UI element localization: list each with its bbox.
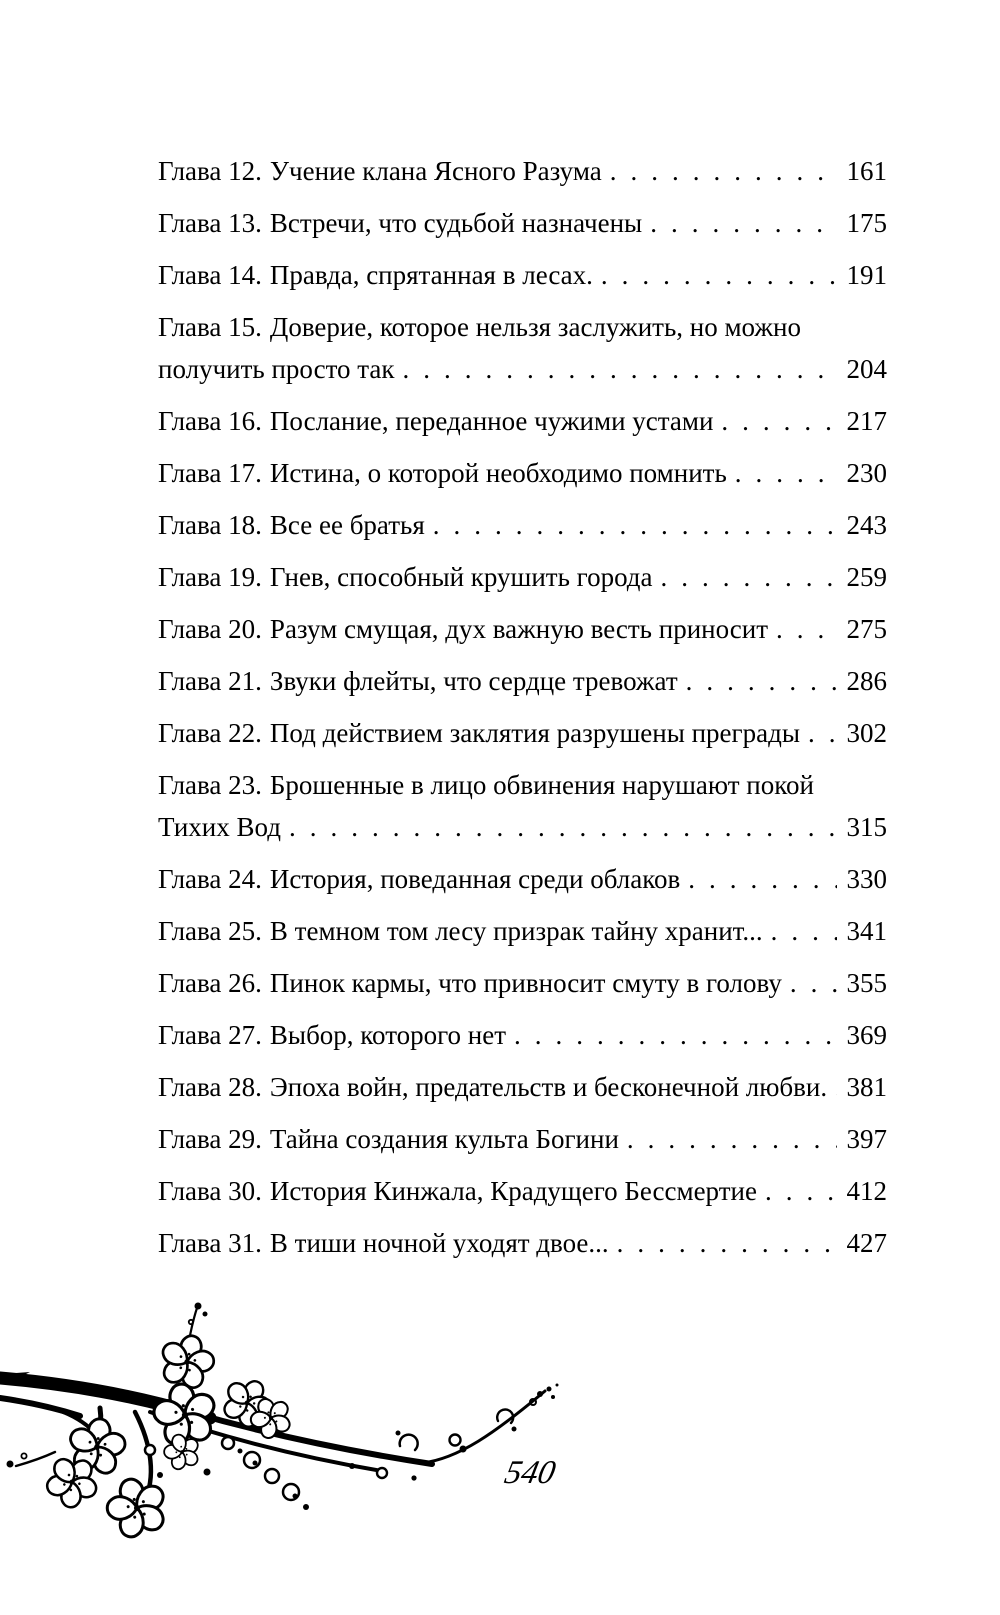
chapter-page-number: 341 [846,916,887,946]
dot-leader [765,1170,837,1212]
toc-entry [158,660,887,702]
chapter-page-number: 330 [846,864,887,894]
toc-entry [158,150,887,192]
toc-entry [158,202,887,244]
toc-entry [158,712,887,754]
cherry-blossom-branch-illustration [0,1300,600,1590]
toc-entry-line [158,1222,887,1264]
chapter-title: Встречи, что судьбой назначены [269,208,643,238]
toc-entry-line [158,1066,887,1108]
dot-leader [808,712,837,754]
toc-entry-line [158,660,887,702]
chapter-label: Глава 28. [158,1072,262,1102]
chapter-title: Доверие, которое нельзя заслужить, но можно [269,312,801,342]
chapter-page-number: 204 [846,354,887,384]
chapter-title: В тиши ночной уходят двое... [269,1228,609,1258]
chapter-title: Истина, о которой необходимо помнить [269,458,727,488]
toc-entry-line [158,452,887,494]
toc-entry [158,910,887,952]
chapter-page-number: 175 [846,208,887,238]
toc-entry [158,452,887,494]
chapter-page-number: 230 [846,458,887,488]
chapter-page-number: 427 [846,1228,887,1258]
chapter-page-number: 275 [846,614,887,644]
chapter-label: Глава 25. [158,916,262,946]
toc-entry-line [158,254,887,296]
chapter-label: Глава 26. [158,968,262,998]
chapter-label: Глава 20. [158,614,262,644]
dot-leader [735,452,837,494]
toc-entry-line [158,150,887,192]
toc-entry [158,764,887,848]
toc-entry [158,306,887,390]
chapter-title: Брошенные в лицо обвинения нарушают покой [269,770,814,800]
dot-leader [650,202,837,244]
chapter-title: Эпоха войн, предательств и бесконечной любви. [269,1072,828,1102]
dot-leader [790,962,837,1004]
chapter-page-number: 243 [846,510,887,540]
toc-entry-line [158,806,887,848]
chapter-title: Звуки флейты, что сердце тревожат [269,666,678,696]
chapter-label: Глава 23. [158,770,262,800]
dot-leader [835,1066,837,1108]
chapter-title-continued: Тихих Вод [158,812,281,842]
chapter-label: Глава 15. [158,312,262,342]
toc-entry-line [158,348,887,390]
chapter-label: Глава 12. [158,156,262,186]
dot-leader [661,556,837,598]
dot-leader [433,504,837,546]
toc-entry-line [158,712,887,754]
toc-entry [158,858,887,900]
toc-entry-line [158,910,887,952]
chapter-label: Глава 24. [158,864,262,894]
chapter-page-number: 355 [846,968,887,998]
chapter-label: Глава 18. [158,510,262,540]
chapter-title: Гнев, способный крушить города [269,562,653,592]
toc-entry-line [158,400,887,442]
chapter-label: Глава 21. [158,666,262,696]
toc-entry-line [158,1170,887,1212]
dot-leader [610,150,837,192]
toc-entry-line [158,1118,887,1160]
dot-leader [514,1014,837,1056]
toc-entry [158,1222,887,1264]
chapter-label: Глава 17. [158,458,262,488]
chapter-page-number: 315 [846,812,887,842]
chapter-page-number: 369 [846,1020,887,1050]
toc-entry-line [158,504,887,546]
chapter-page-number: 217 [846,406,887,436]
dot-leader [776,608,837,650]
chapter-label: Глава 30. [158,1176,262,1206]
toc-entry [158,1066,887,1108]
page-number: 540 [501,1455,559,1491]
chapter-title: Послание, переданное чужими устами [269,406,714,436]
toc-entry [158,504,887,546]
toc-entry [158,400,887,442]
dot-leader [627,1118,837,1160]
chapter-label: Глава 22. [158,718,262,748]
toc-entry [158,1014,887,1056]
chapter-page-number: 397 [846,1124,887,1154]
chapter-page-number: 259 [846,562,887,592]
chapter-title: История, поведанная среди облаков [269,864,681,894]
chapter-title: В темном том лесу призрак тайну хранит... [269,916,763,946]
chapter-title: Учение клана Ясного Разума [269,156,602,186]
toc-entry [158,556,887,598]
toc-entry [158,254,887,296]
chapter-title-continued: получить просто так [158,354,395,384]
chapter-title: Под действием заклятия разрушены преграды [269,718,800,748]
chapter-label: Глава 16. [158,406,262,436]
toc-entry-line [158,858,887,900]
toc-entry [158,1170,887,1212]
chapter-page-number: 161 [846,156,887,186]
toc-entry-line [158,556,887,598]
chapter-title: Выбор, которого нет [269,1020,507,1050]
chapter-title: Разум смущая, дух важную весть приносит [269,614,768,644]
table-of-contents [158,150,887,1274]
toc-entry-line [158,1014,887,1056]
chapter-page-number: 381 [846,1072,887,1102]
dot-leader [617,1222,837,1264]
toc-entry-line [158,306,887,348]
chapter-title: История Кинжала, Крадущего Бессмертие [269,1176,757,1206]
chapter-label: Глава 19. [158,562,262,592]
chapter-title: Пинок кармы, что привносит смуту в голову [269,968,782,998]
toc-entry-line [158,962,887,1004]
chapter-title: Все ее братья [269,510,425,540]
dot-leader [771,910,837,952]
dot-leader [688,858,837,900]
chapter-page-number: 302 [846,718,887,748]
toc-entry-line [158,764,887,806]
chapter-label: Глава 27. [158,1020,262,1050]
chapter-page-number: 286 [846,666,887,696]
toc-entry-line [158,202,887,244]
dot-leader [721,400,837,442]
toc-entry [158,962,887,1004]
chapter-label: Глава 31. [158,1228,262,1258]
chapter-title: Тайна создания культа Богини [269,1124,619,1154]
chapter-title: Правда, спрятанная в лесах. [269,260,593,290]
toc-entry-line [158,608,887,650]
chapter-label: Глава 14. [158,260,262,290]
chapter-page-number: 191 [846,260,887,290]
dot-leader [601,254,837,296]
dot-leader [403,348,838,390]
dot-leader [289,806,837,848]
toc-entry [158,1118,887,1160]
toc-entry [158,608,887,650]
chapter-label: Глава 13. [158,208,262,238]
dot-leader [686,660,837,702]
chapter-page-number: 412 [846,1176,887,1206]
chapter-label: Глава 29. [158,1124,262,1154]
